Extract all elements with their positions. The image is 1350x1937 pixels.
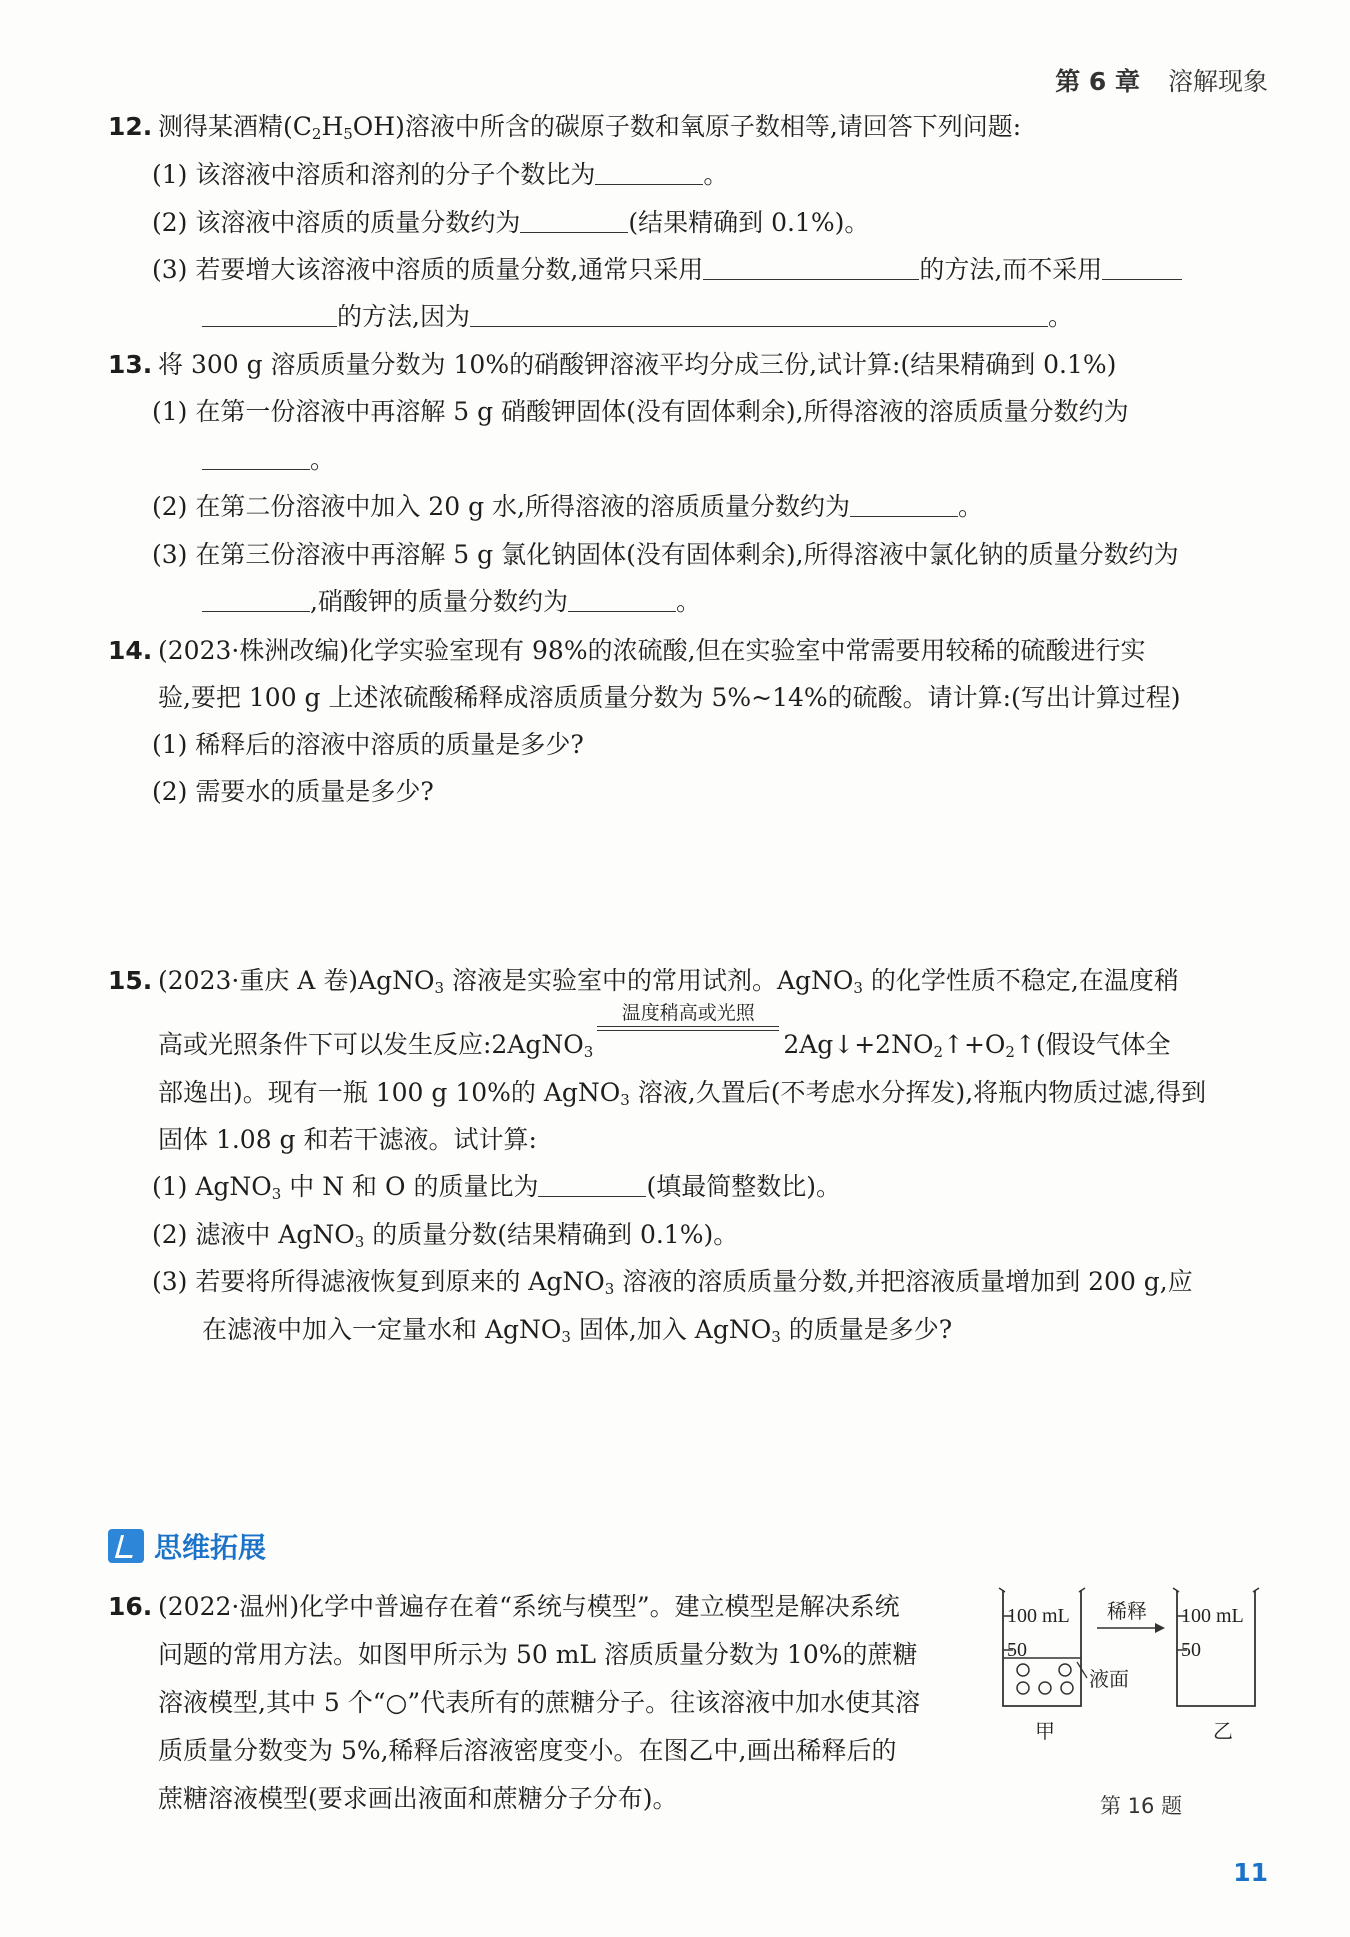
mark-100ml-yi: 100 mL [1181, 1605, 1244, 1627]
mark-50-yi: 50 [1181, 1639, 1201, 1661]
sugar-molecule [1059, 1664, 1071, 1676]
q14-part2: (2) 需要水的质量是多少? [152, 777, 434, 806]
answer-blank[interactable] [470, 304, 1048, 327]
q15-stem-line2: 高或光照条件下可以发生反应:2AgNO$_3$ 温度稍高或光照 $2Ag↓+2NO_2↑+O_2↑$(假设气体全 [158, 1002, 1171, 1061]
mark-100ml-jia: 100 mL [1007, 1605, 1070, 1627]
q12-part1: (1) 该溶液中溶质和溶剂的分子个数比为 。 [152, 160, 729, 189]
q13-part1-cont: 。 [202, 445, 335, 475]
sugar-molecule [1017, 1682, 1029, 1694]
q15-stem-line4: 固体 1.08 g 和若干滤液。试计算: [158, 1125, 537, 1154]
q16-line1: 16. (2022·温州)化学中普遍存在着“系统与模型”。建立模型是解决系统 [108, 1592, 900, 1621]
mark-50-jia: 50 [1007, 1639, 1027, 1661]
sugar-molecule [1017, 1664, 1029, 1676]
answer-blank[interactable] [520, 210, 628, 233]
reaction-condition-arrow: 温度稍高或光照 [593, 1030, 783, 1060]
section-heading: 思维拓展 [108, 1526, 266, 1566]
beaker-jia [999, 1588, 1087, 1743]
q13-part3-cont: ,硝酸钾的质量分数约为 。 [202, 587, 701, 617]
q16-line5: 蔗糖溶液模型(要求画出液面和蔗糖分子分布)。 [158, 1784, 678, 1813]
answer-blank[interactable] [850, 494, 958, 517]
chapter-title: 溶解现象 [1167, 67, 1268, 96]
answer-blank[interactable] [202, 589, 310, 612]
q14-part1: (1) 稀释后的溶液中溶质的质量是多少? [152, 730, 584, 759]
q13-part3: (3) 在第三份溶液中再溶解 5 g 氯化钠固体(没有固体剩余),所得溶液中氯化钠的质量分数约为 [152, 540, 1179, 569]
q14-stem-line1: 14. (2023·株洲改编)化学实验室现有 98%的浓硫酸,但在实验室中常需要用较稀的硫酸进行实 [108, 636, 1146, 665]
q14-stem-line2: 验,要把 100 g 上述浓硫酸稀释成溶质质量分数为 5%~14%的硫酸。请计算:(写出计算过程) [158, 683, 1181, 712]
sugar-molecule [1061, 1682, 1073, 1694]
svg-text:稀释: 稀释 [1107, 1601, 1147, 1623]
dilute-arrow [1089, 1600, 1165, 1691]
answer-blank[interactable] [1102, 257, 1182, 280]
q13-part2: (2) 在第二份溶液中加入 20 g 水,所得溶液的溶质质量分数约为 。 [152, 492, 983, 521]
question-number: 15. [108, 966, 153, 995]
pencil-check-icon [108, 1529, 144, 1563]
question-number: 12. [108, 112, 153, 141]
beaker-yi [1173, 1588, 1259, 1743]
figure-caption: 第 16 题 [1100, 1794, 1183, 1818]
q12-stem: 12. 测得某酒精$(C_2H_5OH)$溶液中所含的碳原子数和氧原子数相等,请回答下列问题: [108, 112, 1022, 143]
page-number: 11 [1233, 1858, 1268, 1887]
label-jia: 甲 [1035, 1721, 1055, 1743]
q16-line2: 问题的常用方法。如图甲所示为 50 mL 溶质质量分数为 10%的蔗糖 [158, 1640, 918, 1669]
q15-stem-line3: 部逸出)。现有一瓶 100 g 10%的 AgNO$_3$ 溶液,久置后(不考虑水分挥发),将瓶内物质过滤,得到 [158, 1078, 1207, 1109]
label-surface: 液面 [1089, 1669, 1129, 1691]
answer-blank[interactable] [202, 447, 310, 470]
answer-blank[interactable] [538, 1174, 646, 1197]
answer-blank[interactable] [595, 162, 703, 185]
q12-part3-cont: 的方法,因为 。 [202, 302, 1073, 332]
question-number: 13. [108, 350, 153, 379]
q15-stem-line1: 15. (2023·重庆 A 卷)AgNO$_3$ 溶液是实验室中的常用试剂。AgNO$_3$ 的化学性质不稳定,在温度稍 [108, 966, 1179, 997]
q16-line3: 溶液模型,其中 5 个“○”代表所有的蔗糖分子。往该溶液中加水使其溶 [158, 1688, 921, 1717]
q15-part3: (3) 若要将所得滤液恢复到原来的 AgNO$_3$ 溶液的溶质质量分数,并把溶液质量增加到 200 g,应 [152, 1267, 1193, 1298]
q15-part1: (1) AgNO$_3$ 中 N 和 O 的质量比为 (填最简整数比)。 [152, 1172, 841, 1203]
sugar-molecule [1039, 1682, 1051, 1694]
label-yi: 乙 [1213, 1721, 1233, 1743]
answer-blank[interactable] [568, 589, 676, 612]
q12-part2: (2) 该溶液中溶质的质量分数约为 (结果精确到 0.1%)。 [152, 208, 870, 237]
page-header [1055, 62, 1268, 98]
q15-part2: (2) 滤液中 AgNO$_3$ 的质量分数(结果精确到 0.1%)。 [152, 1220, 739, 1251]
q13-part1: (1) 在第一份溶液中再溶解 5 g 硝酸钾固体(没有固体剩余),所得溶液的溶质质量分数约为 [152, 397, 1129, 426]
chapter-label: 第 6 章 [1055, 67, 1141, 96]
q13-stem: 13. 将 300 g 溶质质量分数为 10%的硝酸钾溶液平均分成三份,试计算:(结果精确到 0.1%) [108, 350, 1117, 379]
question-number: 14. [108, 636, 153, 665]
q12-part3: (3) 若要增大该溶液中溶质的质量分数,通常只采用 的方法,而不采用 [152, 255, 1182, 285]
question-number: 16. [108, 1592, 153, 1621]
answer-blank[interactable] [202, 304, 337, 327]
q15-part3-cont: 在滤液中加入一定量水和 AgNO$_3$ 固体,加入 AgNO$_3$ 的质量是多少? [202, 1315, 953, 1346]
q16-line4: 质质量分数变为 5%,稀释后溶液密度变小。在图乙中,画出稀释后的 [158, 1736, 897, 1765]
answer-blank[interactable] [703, 257, 919, 280]
